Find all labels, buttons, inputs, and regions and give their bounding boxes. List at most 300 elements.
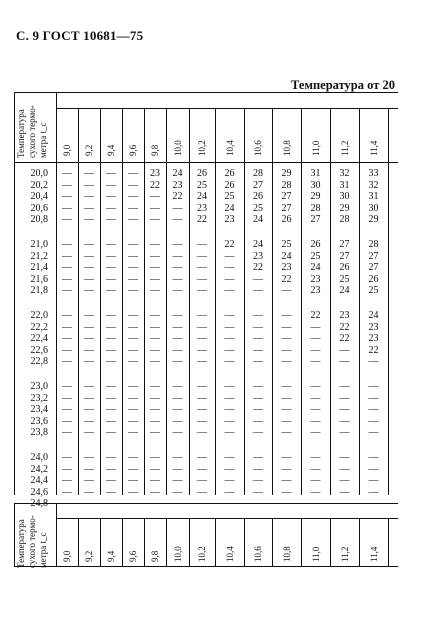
humidity-cell: —	[224, 321, 235, 333]
humidity-cell: —	[172, 214, 183, 226]
humidity-cell: —	[172, 344, 183, 356]
humidity-cell: 27	[310, 214, 321, 226]
humidity-cell: —	[224, 452, 235, 463]
humidity-cell: —	[197, 356, 207, 368]
humidity-cell: 22	[172, 191, 183, 203]
dry-bulb-value: 21,6	[30, 273, 48, 285]
humidity-cell: —	[224, 262, 235, 274]
header-bottom-rule	[14, 162, 398, 163]
humidity-cell: 24	[253, 214, 263, 226]
humidity-cell: 27	[281, 202, 292, 214]
humidity-cell: 24	[197, 191, 207, 203]
humidity-cell: —	[84, 344, 94, 356]
dry-bulb-value: 22,2	[30, 321, 48, 333]
humidity-cell: 22	[197, 214, 207, 226]
humidity-cell: —	[106, 344, 116, 356]
footer-row-header-line: сухого термо-	[27, 515, 37, 568]
humidity-cell: 25	[281, 239, 292, 250]
humidity-cell: —	[106, 486, 116, 498]
humidity-cell: —	[128, 486, 138, 498]
column-header: 9,8	[150, 144, 160, 156]
humidity-cell: —	[253, 381, 263, 392]
humidity-cell: —	[172, 310, 183, 321]
humidity-cell: 22	[253, 262, 263, 274]
humidity-cell: 26	[253, 191, 263, 203]
footer-column-divider	[301, 518, 302, 566]
humidity-cell: 26	[224, 179, 235, 191]
footer-column-divider	[388, 518, 389, 566]
humidity-cell: —	[84, 415, 94, 427]
dry-bulb-value: 24,0	[30, 452, 48, 463]
humidity-cell: —	[197, 273, 207, 285]
humidity-cell: —	[172, 321, 183, 333]
humidity-cell: —	[62, 168, 72, 179]
footer-column-header: 10,4	[224, 546, 235, 562]
humidity-cell: —	[128, 344, 138, 356]
humidity-cell: —	[281, 475, 292, 487]
humidity-cell: —	[150, 273, 160, 285]
humidity-cell: 26	[368, 273, 379, 285]
humidity-cell: —	[253, 475, 263, 487]
humidity-cell: 30	[368, 202, 379, 214]
humidity-cell: —	[150, 321, 160, 333]
footer-column-divider	[78, 518, 79, 566]
humidity-cell: —	[172, 356, 183, 368]
table-top-rule	[14, 92, 398, 93]
humidity-cell: —	[197, 486, 207, 498]
humidity-cell: —	[128, 202, 138, 214]
humidity-cell: 29	[310, 191, 321, 203]
humidity-cell: —	[310, 381, 321, 392]
humidity-cell: —	[281, 463, 292, 475]
humidity-cell: —	[62, 310, 72, 321]
humidity-cell: 28	[310, 202, 321, 214]
humidity-cell: —	[84, 333, 94, 345]
humidity-cell: —	[281, 486, 292, 498]
humidity-cell: —	[106, 415, 116, 427]
dry-bulb-value: 24,6	[30, 486, 48, 498]
dry-bulb-value: 23,4	[30, 404, 48, 416]
humidity-cell: —	[128, 285, 138, 297]
humidity-cell: —	[128, 262, 138, 274]
column-header: 9,4	[106, 144, 116, 156]
footer-column-header: 11,0	[310, 546, 321, 562]
humidity-cell: —	[150, 427, 160, 439]
humidity-cell: —	[224, 486, 235, 498]
humidity-cell: —	[128, 273, 138, 285]
humidity-cell: —	[150, 356, 160, 368]
column-divider	[244, 108, 245, 495]
humidity-cell: —	[197, 344, 207, 356]
humidity-cell: 28	[253, 168, 263, 179]
humidity-cell: —	[197, 381, 207, 392]
humidity-cell: —	[253, 321, 263, 333]
humidity-cell: —	[172, 475, 183, 487]
humidity-cell: 26	[281, 214, 292, 226]
humidity-cell: —	[368, 486, 379, 498]
humidity-cell: —	[281, 333, 292, 345]
humidity-cell: —	[150, 344, 160, 356]
footer-column-divider	[100, 518, 101, 566]
footer-top-rule	[14, 503, 398, 504]
humidity-cell: —	[224, 381, 235, 392]
humidity-cell: —	[172, 333, 183, 345]
footer-column-header: 11,4	[368, 546, 379, 562]
row-header-line: Температура	[16, 109, 26, 158]
humidity-cell: —	[84, 381, 94, 392]
humidity-cell: —	[150, 404, 160, 416]
humidity-cell: —	[310, 475, 321, 487]
humidity-cell: —	[310, 463, 321, 475]
humidity-cell: 23	[310, 273, 321, 285]
column-header: 10,8	[281, 140, 292, 156]
humidity-cell: —	[62, 239, 72, 250]
footer-column-divider	[122, 518, 123, 566]
humidity-cell: —	[128, 356, 138, 368]
humidity-cell: —	[62, 273, 72, 285]
humidity-cell: —	[310, 452, 321, 463]
humidity-cell: —	[197, 452, 207, 463]
humidity-cell: —	[172, 262, 183, 274]
humidity-cell: —	[150, 333, 160, 345]
humidity-cell: —	[253, 463, 263, 475]
humidity-cell: —	[62, 356, 72, 368]
humidity-cell: —	[150, 250, 160, 262]
humidity-cell: —	[106, 463, 116, 475]
humidity-cell: —	[84, 404, 94, 416]
humidity-cell: 32	[339, 168, 350, 179]
wet-caption-rule	[56, 108, 398, 109]
column-header: 10,6	[253, 140, 263, 156]
humidity-cell: —	[150, 475, 160, 487]
humidity-cell: —	[128, 321, 138, 333]
humidity-cell: —	[253, 344, 263, 356]
humidity-cell: —	[106, 310, 116, 321]
humidity-cell: —	[106, 475, 116, 487]
humidity-cell: —	[84, 321, 94, 333]
humidity-cell: —	[128, 214, 138, 226]
humidity-cell: —	[224, 273, 235, 285]
footer-column-header: 9,4	[106, 550, 116, 562]
humidity-cell: —	[310, 427, 321, 439]
humidity-cell: —	[281, 310, 292, 321]
humidity-cell: —	[253, 392, 263, 404]
humidity-cell: 23	[281, 262, 292, 274]
humidity-cell: —	[339, 486, 350, 498]
column-header: 10,2	[197, 140, 207, 156]
humidity-cell: —	[339, 404, 350, 416]
humidity-cell: 27	[368, 262, 379, 274]
humidity-cell: 30	[339, 191, 350, 203]
column-header: 11,4	[368, 140, 379, 156]
footer-column-divider	[215, 518, 216, 566]
humidity-cell: —	[368, 475, 379, 487]
humidity-cell: —	[84, 452, 94, 463]
humidity-cell: —	[106, 191, 116, 203]
humidity-cell: 27	[281, 191, 292, 203]
humidity-cell: —	[368, 427, 379, 439]
humidity-cell: —	[310, 392, 321, 404]
humidity-cell: 23	[339, 310, 350, 321]
footer-column-divider	[144, 518, 145, 566]
humidity-cell: —	[281, 392, 292, 404]
humidity-cell: —	[197, 250, 207, 262]
humidity-cell: —	[368, 415, 379, 427]
humidity-cell: 24	[281, 250, 292, 262]
humidity-cell: —	[62, 427, 72, 439]
humidity-cell: —	[62, 179, 72, 191]
dry-bulb-value: 22,6	[30, 344, 48, 356]
humidity-cell: —	[84, 273, 94, 285]
footer-column-divider	[166, 518, 167, 566]
humidity-cell: 25	[339, 273, 350, 285]
humidity-cell: 28	[281, 179, 292, 191]
humidity-cell: —	[253, 285, 263, 297]
dry-bulb-value: 21,4	[30, 262, 48, 274]
dry-bulb-value: 20,4	[30, 191, 48, 203]
humidity-cell: 32	[368, 179, 379, 191]
column-header: 9,2	[84, 144, 94, 156]
humidity-cell: —	[172, 415, 183, 427]
humidity-cell: —	[224, 356, 235, 368]
humidity-cell: —	[106, 273, 116, 285]
humidity-cell: —	[128, 381, 138, 392]
humidity-cell: —	[281, 452, 292, 463]
humidity-cell: —	[128, 392, 138, 404]
footer-column-header: 10,6	[253, 546, 263, 562]
humidity-cell: —	[84, 214, 94, 226]
humidity-cell: 23	[253, 250, 263, 262]
dry-bulb-value: 20,0	[30, 168, 48, 179]
humidity-cell: 26	[310, 239, 321, 250]
humidity-cell: 26	[339, 262, 350, 274]
humidity-cell: 30	[310, 179, 321, 191]
humidity-cell: —	[253, 310, 263, 321]
humidity-cell: 22	[224, 239, 235, 250]
humidity-cell: 23	[368, 333, 379, 345]
humidity-cell: —	[224, 392, 235, 404]
humidity-cell: —	[106, 202, 116, 214]
column-header: 9,6	[128, 144, 138, 156]
humidity-cell: —	[106, 404, 116, 416]
humidity-cell: —	[224, 250, 235, 262]
humidity-cell: —	[368, 356, 379, 368]
humidity-cell: —	[197, 415, 207, 427]
humidity-cell: —	[128, 333, 138, 345]
humidity-cell: —	[339, 392, 350, 404]
humidity-cell: —	[106, 321, 116, 333]
humidity-cell: —	[62, 214, 72, 226]
humidity-cell: 22	[368, 344, 379, 356]
dry-bulb-value: 23,8	[30, 427, 48, 439]
column-divider	[272, 108, 273, 495]
humidity-cell: —	[368, 452, 379, 463]
footer-row-header-line: Температура	[16, 519, 26, 568]
column-divider	[189, 108, 190, 495]
humidity-cell: —	[197, 404, 207, 416]
humidity-cell: 29	[339, 202, 350, 214]
humidity-cell: —	[172, 486, 183, 498]
dry-bulb-value: 22,4	[30, 333, 48, 345]
column-header: 10,4	[224, 140, 235, 156]
humidity-cell: —	[84, 239, 94, 250]
humidity-cell: —	[150, 191, 160, 203]
footer-bottom-rule	[14, 566, 398, 567]
humidity-cell: —	[62, 392, 72, 404]
humidity-cell: 27	[368, 250, 379, 262]
humidity-cell: —	[339, 344, 350, 356]
footer-caption-rule	[56, 518, 398, 519]
humidity-cell: —	[224, 344, 235, 356]
humidity-cell: —	[62, 191, 72, 203]
humidity-cell: —	[310, 356, 321, 368]
humidity-cell: —	[224, 285, 235, 297]
humidity-cell: —	[224, 310, 235, 321]
humidity-cell: —	[339, 452, 350, 463]
humidity-cell: —	[253, 452, 263, 463]
humidity-cell: —	[106, 239, 116, 250]
humidity-cell: —	[172, 285, 183, 297]
footer-column-divider	[330, 518, 331, 566]
humidity-cell: —	[106, 168, 116, 179]
humidity-cell: 23	[197, 202, 207, 214]
footer-column-header: 10,0	[172, 546, 183, 562]
humidity-cell: —	[84, 191, 94, 203]
humidity-cell: —	[84, 250, 94, 262]
page-header: С. 9 ГОСТ 10681—75	[16, 28, 144, 43]
humidity-cell: —	[84, 262, 94, 274]
humidity-cell: —	[62, 262, 72, 274]
humidity-cell: 28	[368, 239, 379, 250]
column-divider	[330, 108, 331, 495]
humidity-cell: —	[84, 392, 94, 404]
humidity-cell: —	[106, 381, 116, 392]
footer-column-divider	[189, 518, 190, 566]
footer-column-header: 9,2	[84, 550, 94, 562]
humidity-cell: —	[106, 262, 116, 274]
humidity-cell: —	[224, 427, 235, 439]
dry-bulb-value: 23,0	[30, 381, 48, 392]
humidity-cell: —	[62, 285, 72, 297]
humidity-cell: —	[150, 463, 160, 475]
humidity-cell: 26	[224, 168, 235, 179]
column-header: 11,2	[339, 140, 350, 156]
humidity-cell: 22	[339, 333, 350, 345]
humidity-cell: —	[253, 404, 263, 416]
humidity-cell: —	[62, 404, 72, 416]
humidity-cell: 25	[310, 250, 321, 262]
humidity-cell: 31	[339, 179, 350, 191]
humidity-cell: —	[172, 427, 183, 439]
humidity-cell: —	[106, 392, 116, 404]
column-divider	[215, 108, 216, 495]
humidity-cell: —	[339, 427, 350, 439]
humidity-cell: —	[128, 427, 138, 439]
dry-bulb-value: 24,2	[30, 463, 48, 475]
humidity-cell: —	[310, 486, 321, 498]
humidity-cell: —	[84, 168, 94, 179]
humidity-cell: —	[84, 285, 94, 297]
humidity-cell: —	[339, 475, 350, 487]
humidity-cell: —	[172, 463, 183, 475]
humidity-cell: —	[281, 356, 292, 368]
humidity-cell: —	[128, 415, 138, 427]
table-title: Температура от 20	[291, 78, 395, 92]
humidity-cell: 24	[339, 285, 350, 297]
humidity-cell: —	[281, 415, 292, 427]
humidity-cell: 24	[224, 202, 235, 214]
humidity-cell: —	[62, 344, 72, 356]
humidity-cell: —	[84, 486, 94, 498]
humidity-cell: —	[62, 463, 72, 475]
humidity-cell: —	[84, 475, 94, 487]
humidity-cell: —	[128, 310, 138, 321]
humidity-cell: 23	[150, 168, 160, 179]
humidity-cell: 27	[339, 239, 350, 250]
humidity-cell: —	[106, 427, 116, 439]
humidity-cell: —	[281, 404, 292, 416]
humidity-cell: —	[281, 344, 292, 356]
humidity-cell: 24	[310, 262, 321, 274]
humidity-cell: —	[62, 452, 72, 463]
dry-bulb-value: 22,8	[30, 356, 48, 368]
humidity-cell: —	[62, 250, 72, 262]
dry-bulb-value: 20,8	[30, 214, 48, 226]
humidity-cell: 24	[172, 168, 183, 179]
column-header: 11,0	[310, 140, 321, 156]
humidity-cell: 24	[368, 310, 379, 321]
humidity-cell: —	[310, 404, 321, 416]
humidity-cell: —	[84, 202, 94, 214]
humidity-cell: —	[172, 404, 183, 416]
humidity-cell: 33	[368, 168, 379, 179]
humidity-cell: —	[310, 344, 321, 356]
humidity-cell: —	[106, 285, 116, 297]
footer-left-edge	[14, 503, 15, 566]
humidity-cell: —	[253, 486, 263, 498]
footer-column-header: 9,8	[150, 550, 160, 562]
humidity-cell: —	[106, 250, 116, 262]
humidity-cell: —	[253, 273, 263, 285]
humidity-cell: 25	[368, 285, 379, 297]
humidity-cell: —	[128, 191, 138, 203]
humidity-cell: —	[224, 415, 235, 427]
footer-column-header: 9,0	[62, 550, 72, 562]
humidity-cell: —	[128, 179, 138, 191]
dry-bulb-value: 21,8	[30, 285, 48, 297]
humidity-cell: 23	[368, 321, 379, 333]
humidity-cell: —	[281, 321, 292, 333]
humidity-cell: —	[150, 214, 160, 226]
footer-column-divider	[56, 503, 57, 566]
humidity-cell: —	[62, 333, 72, 345]
humidity-cell: —	[253, 356, 263, 368]
humidity-cell: 23	[310, 285, 321, 297]
humidity-cell: —	[281, 427, 292, 439]
humidity-cell: 24	[253, 239, 263, 250]
footer-column-divider	[359, 518, 360, 566]
humidity-cell: —	[368, 381, 379, 392]
humidity-cell: —	[224, 463, 235, 475]
humidity-cell: —	[197, 427, 207, 439]
humidity-cell: —	[224, 475, 235, 487]
dry-bulb-value: 24,4	[30, 475, 48, 487]
humidity-cell: —	[128, 239, 138, 250]
humidity-cell: —	[128, 463, 138, 475]
humidity-cell: 22	[339, 321, 350, 333]
dry-bulb-value: 20,2	[30, 179, 48, 191]
humidity-cell: —	[106, 179, 116, 191]
